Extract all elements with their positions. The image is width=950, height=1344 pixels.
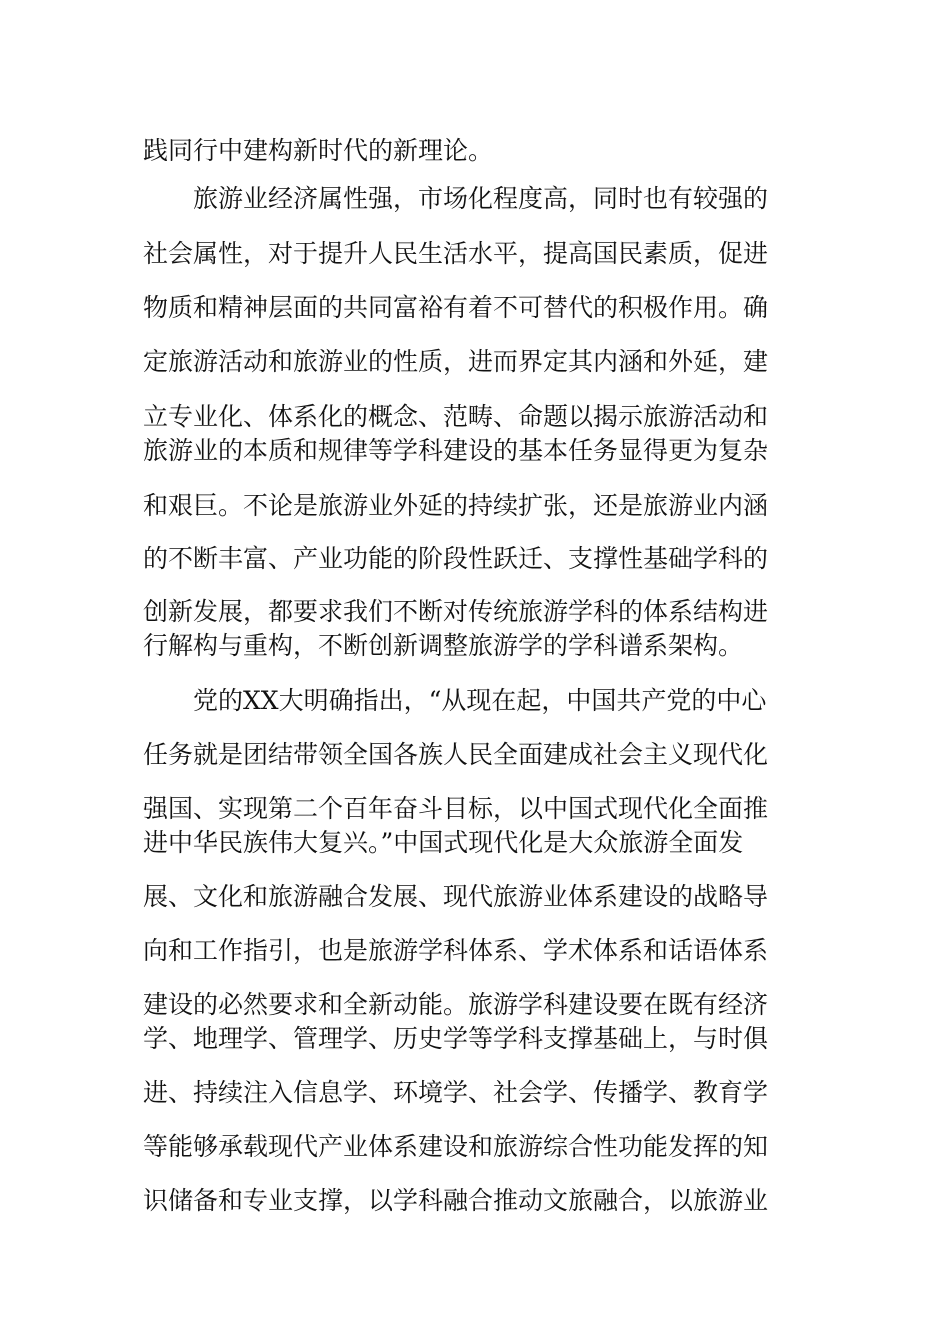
text-line-3: 社会属性，对于提升人民生活水平，提高国民素质，促进 bbox=[143, 239, 769, 268]
text-line-20: 进、持续注入信息学、环境学、社会学、传播学、教育学 bbox=[143, 1078, 769, 1107]
text-line-13: 任务就是团结带领全国各族人民全面建成社会主义现代化 bbox=[143, 740, 769, 769]
text-line-10: 创新发展，都要求我们不断对传统旅游学科的体系结构进 bbox=[143, 597, 769, 626]
text-line-2: 旅游业经济属性强，市场化程度高，同时也有较强的 bbox=[143, 184, 769, 213]
text-line-14: 强国、实现第二个百年奋斗目标，以中国式现代化全面推 bbox=[143, 794, 769, 823]
text-line-18: 建设的必然要求和全新动能。旅游学科建设要在既有经济 bbox=[143, 990, 769, 1019]
text-line-1: 践同行中建构新时代的新理论。 bbox=[143, 136, 494, 165]
text-line-21: 等能够承载现代产业体系建设和旅游综合性功能发挥的知 bbox=[143, 1132, 769, 1161]
text-line-19: 学、地理学、管理学、历史学等学科支撑基础上，与时俱 bbox=[143, 1024, 769, 1053]
text-line-9: 的不断丰富、产业功能的阶段性跃迁、支撑性基础学科的 bbox=[143, 544, 769, 573]
text-line-8: 和艰巨。不论是旅游业外延的持续扩张，还是旅游业内涵 bbox=[143, 491, 769, 520]
text-line-6: 立专业化、体系化的概念、范畴、命题以揭示旅游活动和 bbox=[143, 402, 769, 431]
text-line-11: 行解构与重构，不断创新调整旅游学的学科谱系架构。 bbox=[143, 631, 744, 660]
text-line-15: 进中华民族伟大复兴。”中国式现代化是大众旅游全面发 bbox=[143, 828, 744, 857]
text-line-5: 定旅游活动和旅游业的性质，进而界定其内涵和外延，建 bbox=[143, 347, 769, 376]
text-line-22: 识储备和专业支撑，以学科融合推动文旅融合，以旅游业 bbox=[143, 1186, 769, 1215]
text-line-17: 向和工作指引，也是旅游学科体系、学术体系和话语体系 bbox=[143, 936, 769, 965]
text-line-7: 旅游业的本质和规律等学科建设的基本任务显得更为复杂 bbox=[143, 436, 769, 465]
text-line-16: 展、文化和旅游融合发展、现代旅游业体系建设的战略导 bbox=[143, 882, 769, 911]
text-line-12: 党的XX大明确指出，“从现在起，中国共产党的中心 bbox=[143, 686, 767, 715]
text-line-4: 物质和精神层面的共同富裕有着不可替代的积极作用。确 bbox=[143, 293, 769, 322]
